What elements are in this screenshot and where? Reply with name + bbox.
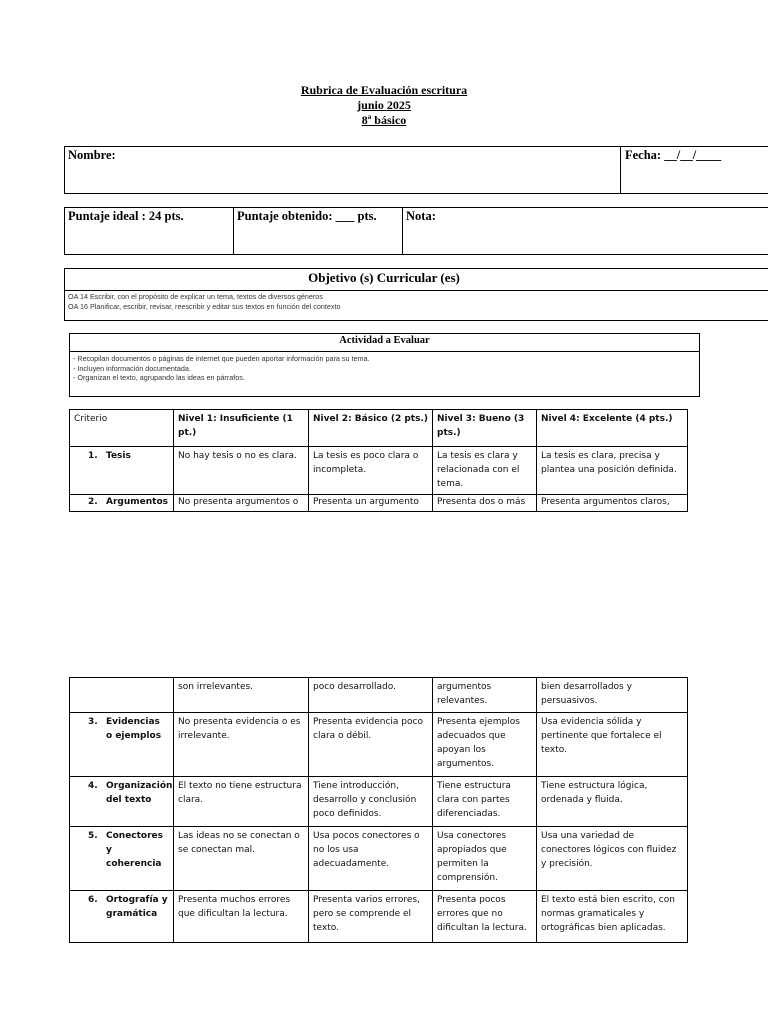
document-grade: 8ª básico (361, 113, 407, 127)
level-3-cell: Presenta ejemplos adecuados que apoyan los argumentos. (433, 713, 537, 777)
criterion-cell (70, 891, 174, 943)
score-divider-1 (233, 208, 234, 254)
objective-item: OA 14 Escribir, con el propósito de explicar un tema, textos de diversos géneros (68, 292, 323, 301)
level-4-cell: La tesis es clara, precisa y plantea una posición definida. (537, 447, 688, 495)
level-2-cell: Presenta varios errores, pero se comprende el texto. (309, 891, 433, 943)
activity-title: Actividad a Evaluar (339, 335, 430, 346)
header-level-1: Nivel 1: Insuficiente (1 pt.) (174, 410, 309, 447)
level-4-cell: Usa evidencia sólida y pertinente que fortalece el texto. (537, 713, 688, 777)
document-date: junio 2025 (357, 98, 411, 112)
objectives-box (64, 268, 768, 321)
criterion-cell (70, 713, 174, 777)
rubric-table-continued (69, 677, 688, 943)
name-row-divider (620, 147, 621, 193)
level-2-cell: Tiene introducción, desarrollo y conclusión poco definidos. (309, 777, 433, 827)
table-row (70, 447, 688, 495)
activity-list (73, 354, 369, 383)
objective-item: OA 16 Planificar, escribir, revisar, reescribir y editar sus textos en función del contexto (68, 301, 341, 311)
criterion-number: 3. (88, 717, 98, 727)
grade-field[interactable]: Nota: (406, 209, 436, 223)
level-4-cell: Presenta argumentos claros, (537, 495, 688, 512)
criterion-name: Argumentos (106, 497, 168, 507)
level-1-cell: No hay tesis o no es clara. (174, 447, 309, 495)
criterion-name: Organización del texto (106, 781, 173, 805)
date-field[interactable]: Fecha: __/__/____ (625, 148, 722, 162)
level-2-cell: Presenta evidencia poco clara o débil. (309, 713, 433, 777)
objectives-divider (65, 290, 768, 291)
score-row (64, 207, 768, 255)
level-3-cell: Tiene estructura clara con partes diferenciadas. (433, 777, 537, 827)
level-3-cell: Presenta pocos errores que no dificultan la lectura. (433, 891, 537, 943)
header-level-4: Nivel 4: Excelente (4 pts.) (537, 410, 688, 447)
level-4-cell: Usa una variedad de conectores lógicos con fluidez y precisión. (537, 827, 688, 891)
level-3-cell: argumentos relevantes. (433, 678, 537, 713)
level-3-cell: La tesis es clara y relacionada con el tema. (433, 447, 537, 495)
header-level-3: Nivel 3: Bueno (3 pts.) (433, 410, 537, 447)
activity-item: - Incluyen información documentada. (73, 363, 191, 373)
table-row (70, 827, 688, 891)
level-2-cell: La tesis es poco clara o incompleta. (309, 447, 433, 495)
table-row (70, 678, 688, 713)
activity-item: - Organizan el texto, agrupando las ideas en párrafos. (73, 373, 245, 382)
level-1-cell: Las ideas no se conectan o se conectan mal. (174, 827, 309, 891)
level-3-cell: Presenta dos o más (433, 495, 537, 512)
activity-item: - Recopilan documentos o páginas de internet que pueden aportar información para su tema. (73, 354, 370, 363)
criterion-cell (70, 678, 174, 713)
criterion-number: 6. (88, 895, 98, 905)
rubric-table (69, 409, 688, 512)
level-2-cell: Presenta un argumento (309, 495, 433, 512)
level-1-cell: son irrelevantes. (174, 678, 309, 713)
activity-divider (70, 351, 699, 352)
rubric-header-row (70, 410, 688, 447)
document-title-block (0, 83, 768, 128)
criterion-cell (70, 827, 174, 891)
activity-box (69, 333, 700, 397)
table-row (70, 713, 688, 777)
criterion-number: 2. (88, 497, 98, 507)
criterion-number: 1. (88, 451, 98, 461)
ideal-score: Puntaje ideal : 24 pts. (68, 209, 184, 223)
document-title: Rubrica de Evaluación escritura (300, 83, 468, 97)
objectives-list (68, 292, 340, 311)
level-1-cell: Presenta muchos errores que dificultan la lectura. (174, 891, 309, 943)
criterion-number: 5. (88, 831, 98, 841)
level-1-cell: El texto no tiene estructura clara. (174, 777, 309, 827)
level-4-cell: El texto está bien escrito, con normas gramaticales y ortográficas bien aplicadas. (537, 891, 688, 943)
level-2-cell: poco desarrollado. (309, 678, 433, 713)
header-criterio: Criterio (70, 410, 174, 447)
name-field[interactable]: Nombre: (68, 148, 116, 162)
criterion-name: Ortografía y gramática (106, 895, 168, 919)
objectives-title: Objetivo (s) Curricular (es) (308, 270, 460, 285)
header-level-2: Nivel 2: Básico (2 pts.) (309, 410, 433, 447)
obtained-score-field[interactable]: Puntaje obtenido: ___ pts. (237, 209, 377, 223)
level-4-cell: Tiene estructura lógica, ordenada y fluida. (537, 777, 688, 827)
table-row (70, 891, 688, 943)
level-3-cell: Usa conectores apropiados que permiten la comprensión. (433, 827, 537, 891)
level-1-cell: No presenta argumentos o (174, 495, 309, 512)
table-row (70, 777, 688, 827)
criterion-name: Tesis (106, 451, 131, 461)
criterion-cell (70, 447, 174, 495)
score-divider-2 (402, 208, 403, 254)
criterion-cell (70, 495, 174, 512)
level-4-cell: bien desarrollados y persuasivos. (537, 678, 688, 713)
criterion-name: Conectores y coherencia (106, 831, 164, 869)
criterion-cell (70, 777, 174, 827)
level-2-cell: Usa pocos conectores o no los usa adecuadamente. (309, 827, 433, 891)
level-1-cell: No presenta evidencia o es irrelevante. (174, 713, 309, 777)
name-row (64, 146, 768, 194)
table-row (70, 495, 688, 512)
criterion-name: Evidencias o ejemplos (106, 717, 162, 741)
criterion-number: 4. (88, 781, 98, 791)
